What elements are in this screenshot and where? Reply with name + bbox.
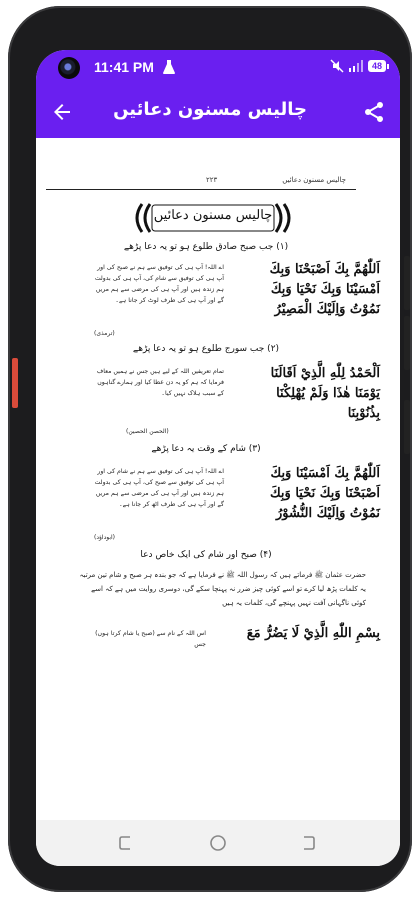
system-nav-bar	[36, 820, 400, 866]
arabic-line: اَللّٰهُمَّ بِكَ اَمْسَيْنَا وَبِكَ	[270, 466, 380, 481]
arabic-dua	[230, 260, 380, 320]
page-title: چالیس مسنون دعائیں	[113, 99, 307, 120]
front-camera-icon	[58, 57, 80, 79]
arabic-line: بِسْمِ اللّٰهِ الَّذِيْ لَا يَضُرُّ مَعَ	[246, 626, 380, 641]
side-button-red	[12, 358, 18, 408]
nav-back-icon[interactable]	[298, 833, 318, 853]
status-icons	[330, 59, 386, 73]
arabic-line: نَمُوْتُ وَاِلَيْكَ النُّشُوْرُ	[276, 506, 380, 521]
reference: (ابوداؤد)	[94, 534, 116, 541]
arabic-dua	[200, 624, 380, 644]
share-icon[interactable]	[362, 100, 386, 124]
hadith-paragraph: حضرت عثمان ﷺ فرماتے ہیں کہ رسول اللہ ﷺ نے فرمایا ہے کہ جو بندہ ہر صبح و شام تین مرتبہ یہ کلمات پڑھ لیا کرے تو اسے کوئی چیز ضرر نہ پہنچا سکے گی، دوسری روایت میں ہے کہ اسے کوئی ناگہانی آفت نہیں پہنچے گی، کلمات یہ ہیں	[79, 571, 366, 607]
flask-icon	[162, 59, 176, 75]
arabic-line: اَلْحَمْدُ لِلّٰهِ الَّذِيْ اَقَالَنَا	[270, 366, 380, 381]
arabic-line: اَللّٰهُمَّ بِكَ اَصْبَحْنَا وَبِكَ	[269, 262, 380, 277]
urdu-translation: اے اللہ! آپ ہی کی توفیق سے ہم نے صبح کی اور آپ ہی کی توفیق سے شام کی، آپ ہی کی بدولت ہم زندہ ہیں اور آپ ہی کی مرضی سے ہم مریں گے اور آپ ہی کی طرف لوٹ کر جانا ہے۔	[94, 264, 224, 304]
status-time: 11:41 PM	[94, 59, 154, 75]
urdu-translation: اس اللہ کے نام سے (صبح یا شام کرتا ہوں) جس	[95, 630, 206, 648]
section-heading: (۲) جب سورج طلوع ہو تو یہ دعا پڑھے	[132, 344, 280, 354]
urdu-translation: تمام تعریفیں اللہ کے لیے ہیں جس نے ہمیں معاف فرمایا کہ ہم کو یہ دن عطا کیا اور ہمارے گناہوں کے سبب ہلاک نہیں کیا۔	[96, 368, 224, 397]
section-heading: (۱) جب صبح صادق طلوع ہو تو یہ دعا پڑھے	[123, 242, 289, 252]
arabic-dua	[230, 364, 380, 424]
arrow-back-icon[interactable]	[50, 100, 74, 124]
banner-title: چالیس مسنون دعائیں	[153, 208, 273, 223]
home-circle-icon[interactable]	[208, 833, 228, 853]
arabic-line: اَمْسَيْنَا وَبِكَ نَحْيَا وَبِكَ	[270, 282, 380, 297]
recent-apps-icon[interactable]	[116, 833, 136, 853]
arabic-line: نَمُوْتُ وَاِلَيْكَ الْمَصِيْرُ	[274, 302, 380, 317]
status-bar	[36, 50, 400, 86]
page-header	[46, 176, 346, 190]
header-divider	[46, 189, 356, 190]
phone-frame	[8, 6, 412, 892]
reference: (الحصن الحصین)	[126, 428, 169, 435]
app-bar	[36, 86, 400, 138]
screen	[36, 50, 400, 866]
volume-down-button	[404, 316, 410, 370]
title-banner	[130, 202, 296, 234]
battery-icon: 48	[368, 60, 386, 72]
section-heading: (۳) شام کے وقت یہ دعا پڑھے	[151, 444, 261, 454]
reference: (ترمذی)	[94, 330, 115, 337]
arabic-line: بِذُنُوْبِنَا	[347, 406, 380, 421]
page-number: ۲۲۳	[206, 176, 218, 184]
signal-icon	[349, 60, 363, 72]
volume-up-button	[404, 256, 410, 310]
arabic-line: اَصْبَحْنَا وَبِكَ نَحْيَا وَبِكَ	[269, 486, 380, 501]
power-button	[404, 400, 410, 454]
mute-icon	[330, 59, 344, 73]
urdu-translation: اے اللہ! آپ ہی کی توفیق سے ہم نے شام کی اور آپ ہی کی توفیق سے صبح کی، آپ ہی کی بدولت ہم زندہ ہیں اور آپ ہی کی مرضی سے ہم مریں گے اور آپ ہی کی طرف اٹھ کر جانا ہے۔	[94, 468, 224, 508]
page-header-title: چالیس مسنون دعائیں	[282, 176, 346, 184]
arabic-line: يَوْمَنَا هٰذَا وَلَمْ يُهْلِكْنَا	[276, 386, 380, 401]
section-heading: (۴) صبح اور شام کی ایک خاص دعا	[140, 550, 272, 560]
book-page[interactable]	[36, 138, 400, 820]
arabic-dua	[230, 464, 380, 524]
